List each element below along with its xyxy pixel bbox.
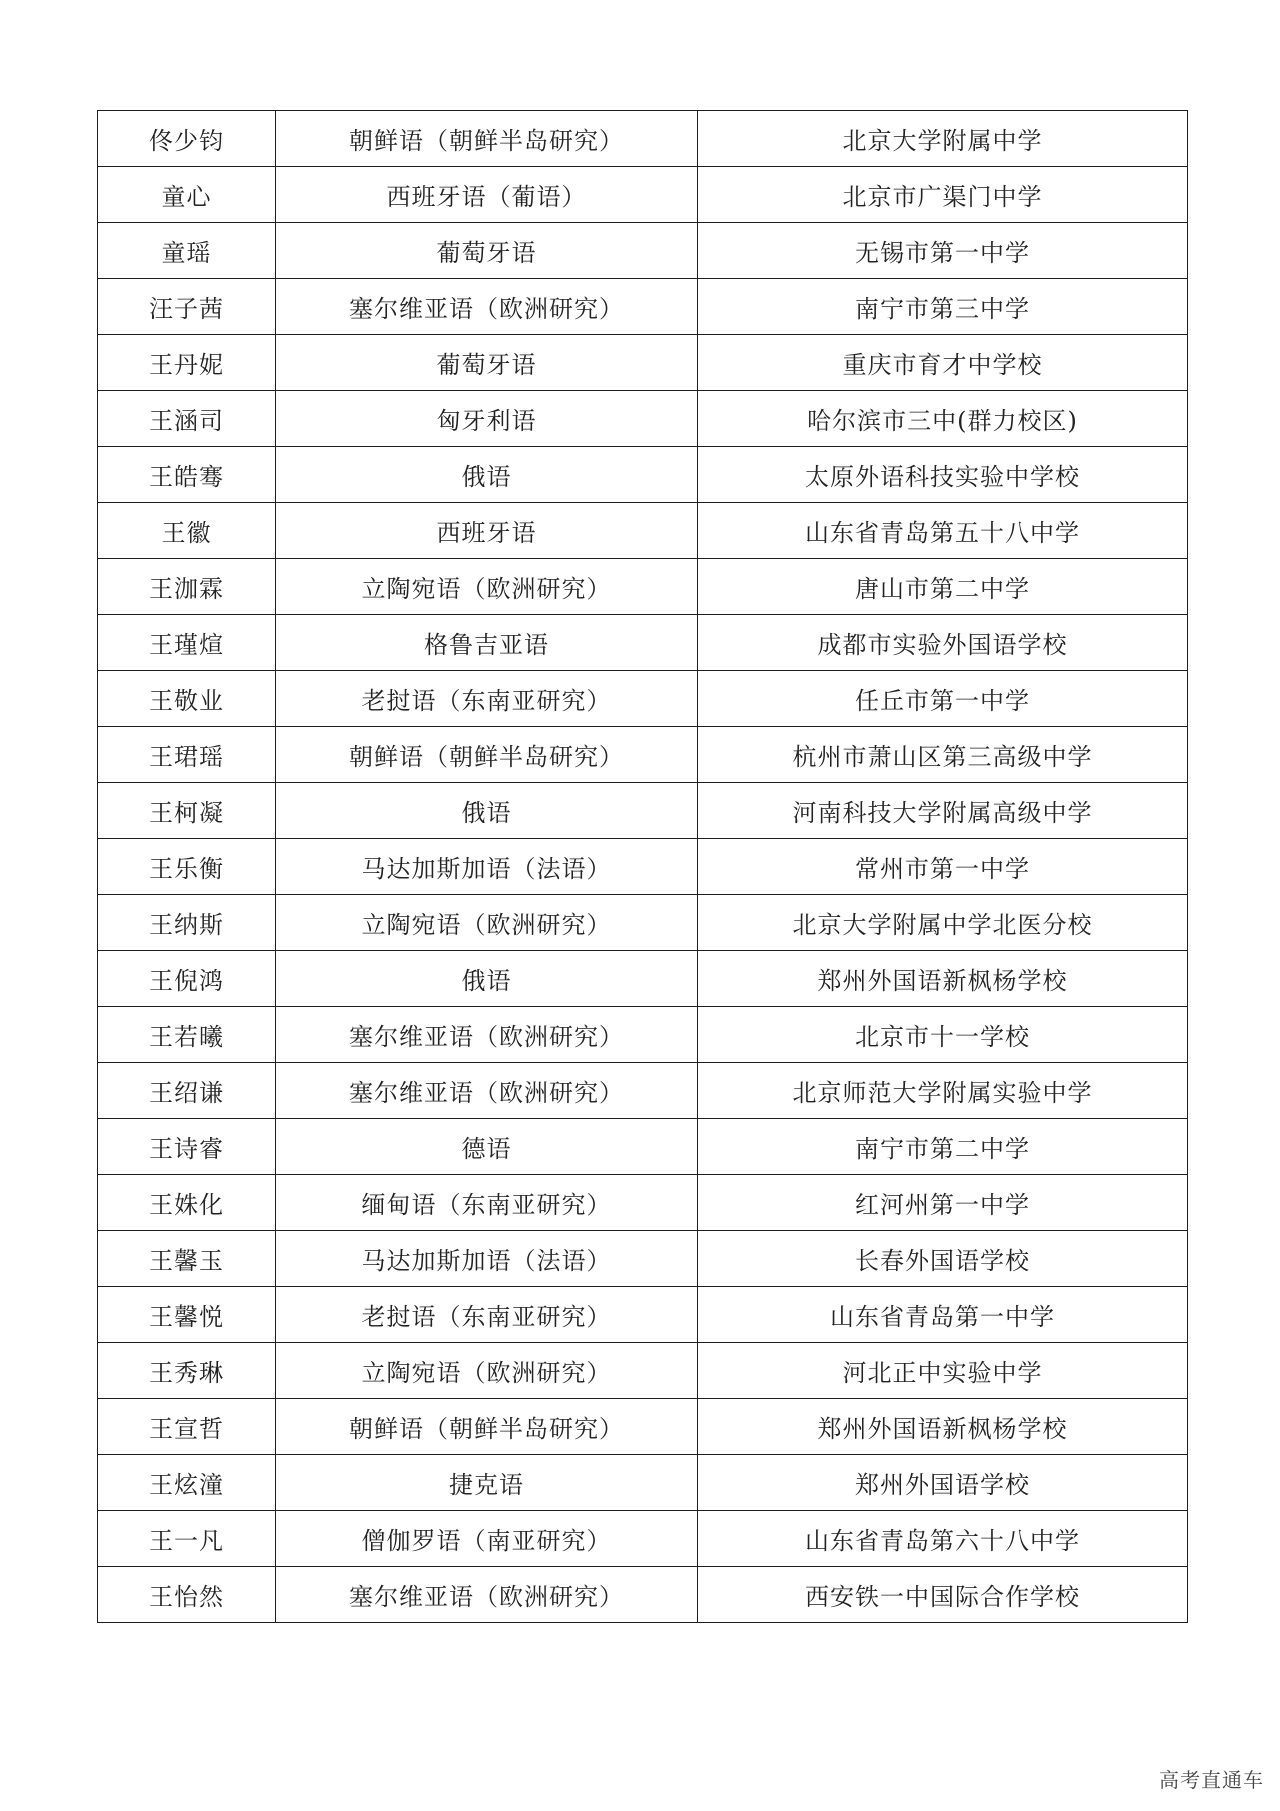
student-name-cell: 王敬业	[98, 671, 276, 727]
school-name-cell: 河南科技大学附属高级中学	[698, 783, 1188, 839]
school-name-cell: 成都市实验外国语学校	[698, 615, 1188, 671]
language-major-cell: 老挝语（东南亚研究）	[276, 1287, 698, 1343]
language-major-cell: 格鲁吉亚语	[276, 615, 698, 671]
language-major-cell: 西班牙语	[276, 503, 698, 559]
student-name-cell: 王绍谦	[98, 1063, 276, 1119]
table-row	[98, 1063, 1188, 1119]
table-row	[98, 839, 1188, 895]
school-name-cell: 太原外语科技实验中学校	[698, 447, 1188, 503]
language-major-cell: 老挝语（东南亚研究）	[276, 671, 698, 727]
table-row	[98, 279, 1188, 335]
student-name-cell: 王怡然	[98, 1567, 276, 1623]
language-major-cell: 朝鲜语（朝鲜半岛研究）	[276, 111, 698, 167]
language-major-cell: 僧伽罗语（南亚研究）	[276, 1511, 698, 1567]
admission-table	[97, 110, 1188, 1623]
table-row	[98, 559, 1188, 615]
student-name-cell: 王馨悦	[98, 1287, 276, 1343]
table-row	[98, 1455, 1188, 1511]
school-name-cell: 南宁市第二中学	[698, 1119, 1188, 1175]
school-name-cell: 哈尔滨市三中(群力校区)	[698, 391, 1188, 447]
language-major-cell: 俄语	[276, 783, 698, 839]
school-name-cell: 郑州外国语学校	[698, 1455, 1188, 1511]
table-row	[98, 391, 1188, 447]
table-row	[98, 895, 1188, 951]
table-row	[98, 111, 1188, 167]
school-name-cell: 北京市十一学校	[698, 1007, 1188, 1063]
language-major-cell: 立陶宛语（欧洲研究）	[276, 895, 698, 951]
language-major-cell: 缅甸语（东南亚研究）	[276, 1175, 698, 1231]
student-name-cell: 汪子茜	[98, 279, 276, 335]
table-row	[98, 503, 1188, 559]
school-name-cell: 红河州第一中学	[698, 1175, 1188, 1231]
school-name-cell: 唐山市第二中学	[698, 559, 1188, 615]
table-row	[98, 1119, 1188, 1175]
student-name-cell: 王馨玉	[98, 1231, 276, 1287]
language-major-cell: 德语	[276, 1119, 698, 1175]
table-row	[98, 1511, 1188, 1567]
table-row	[98, 167, 1188, 223]
language-major-cell: 西班牙语（葡语）	[276, 167, 698, 223]
school-name-cell: 北京大学附属中学北医分校	[698, 895, 1188, 951]
school-name-cell: 北京市广渠门中学	[698, 167, 1188, 223]
language-major-cell: 葡萄牙语	[276, 335, 698, 391]
language-major-cell: 立陶宛语（欧洲研究）	[276, 559, 698, 615]
table-row	[98, 951, 1188, 1007]
school-name-cell: 长春外国语学校	[698, 1231, 1188, 1287]
student-name-cell: 王涵司	[98, 391, 276, 447]
student-name-cell: 王瑾煊	[98, 615, 276, 671]
student-name-cell: 王丹妮	[98, 335, 276, 391]
school-name-cell: 北京师范大学附属实验中学	[698, 1063, 1188, 1119]
school-name-cell: 常州市第一中学	[698, 839, 1188, 895]
language-major-cell: 塞尔维亚语（欧洲研究）	[276, 1063, 698, 1119]
language-major-cell: 立陶宛语（欧洲研究）	[276, 1343, 698, 1399]
student-name-cell: 王宣哲	[98, 1399, 276, 1455]
table-row	[98, 223, 1188, 279]
student-name-cell: 王乐衡	[98, 839, 276, 895]
student-name-cell: 王诗睿	[98, 1119, 276, 1175]
language-major-cell: 匈牙利语	[276, 391, 698, 447]
school-name-cell: 任丘市第一中学	[698, 671, 1188, 727]
table-row	[98, 1399, 1188, 1455]
school-name-cell: 郑州外国语新枫杨学校	[698, 1399, 1188, 1455]
school-name-cell: 无锡市第一中学	[698, 223, 1188, 279]
school-name-cell: 山东省青岛第六十八中学	[698, 1511, 1188, 1567]
language-major-cell: 俄语	[276, 951, 698, 1007]
admission-table-body	[98, 111, 1188, 1623]
student-name-cell: 王若曦	[98, 1007, 276, 1063]
school-name-cell: 北京大学附属中学	[698, 111, 1188, 167]
student-name-cell: 王一凡	[98, 1511, 276, 1567]
student-name-cell: 王姝化	[98, 1175, 276, 1231]
school-name-cell: 重庆市育才中学校	[698, 335, 1188, 391]
student-name-cell: 王泇霖	[98, 559, 276, 615]
table-row	[98, 1007, 1188, 1063]
student-name-cell: 王纳斯	[98, 895, 276, 951]
table-row	[98, 783, 1188, 839]
school-name-cell: 山东省青岛第五十八中学	[698, 503, 1188, 559]
student-name-cell: 童瑶	[98, 223, 276, 279]
student-name-cell: 王炫潼	[98, 1455, 276, 1511]
table-row	[98, 1287, 1188, 1343]
language-major-cell: 马达加斯加语（法语）	[276, 839, 698, 895]
school-name-cell: 西安铁一中国际合作学校	[698, 1567, 1188, 1623]
school-name-cell: 郑州外国语新枫杨学校	[698, 951, 1188, 1007]
language-major-cell: 马达加斯加语（法语）	[276, 1231, 698, 1287]
table-row	[98, 447, 1188, 503]
school-name-cell: 杭州市萧山区第三高级中学	[698, 727, 1188, 783]
student-name-cell: 王皓骞	[98, 447, 276, 503]
table-row	[98, 1567, 1188, 1623]
language-major-cell: 葡萄牙语	[276, 223, 698, 279]
school-name-cell: 山东省青岛第一中学	[698, 1287, 1188, 1343]
student-name-cell: 王徽	[98, 503, 276, 559]
student-name-cell: 王秀琳	[98, 1343, 276, 1399]
watermark-label: 高考直通车	[1159, 1768, 1264, 1792]
language-major-cell: 塞尔维亚语（欧洲研究）	[276, 1007, 698, 1063]
language-major-cell: 朝鲜语（朝鲜半岛研究）	[276, 1399, 698, 1455]
table-row	[98, 615, 1188, 671]
table-row	[98, 671, 1188, 727]
student-name-cell: 王珺瑶	[98, 727, 276, 783]
student-name-cell: 佟少钧	[98, 111, 276, 167]
language-major-cell: 朝鲜语（朝鲜半岛研究）	[276, 727, 698, 783]
student-name-cell: 王倪鸿	[98, 951, 276, 1007]
table-row	[98, 335, 1188, 391]
student-name-cell: 童心	[98, 167, 276, 223]
language-major-cell: 塞尔维亚语（欧洲研究）	[276, 1567, 698, 1623]
table-row	[98, 1343, 1188, 1399]
table-row	[98, 727, 1188, 783]
school-name-cell: 南宁市第三中学	[698, 279, 1188, 335]
language-major-cell: 捷克语	[276, 1455, 698, 1511]
language-major-cell: 俄语	[276, 447, 698, 503]
student-name-cell: 王柯凝	[98, 783, 276, 839]
table-row	[98, 1175, 1188, 1231]
language-major-cell: 塞尔维亚语（欧洲研究）	[276, 279, 698, 335]
school-name-cell: 河北正中实验中学	[698, 1343, 1188, 1399]
table-row	[98, 1231, 1188, 1287]
